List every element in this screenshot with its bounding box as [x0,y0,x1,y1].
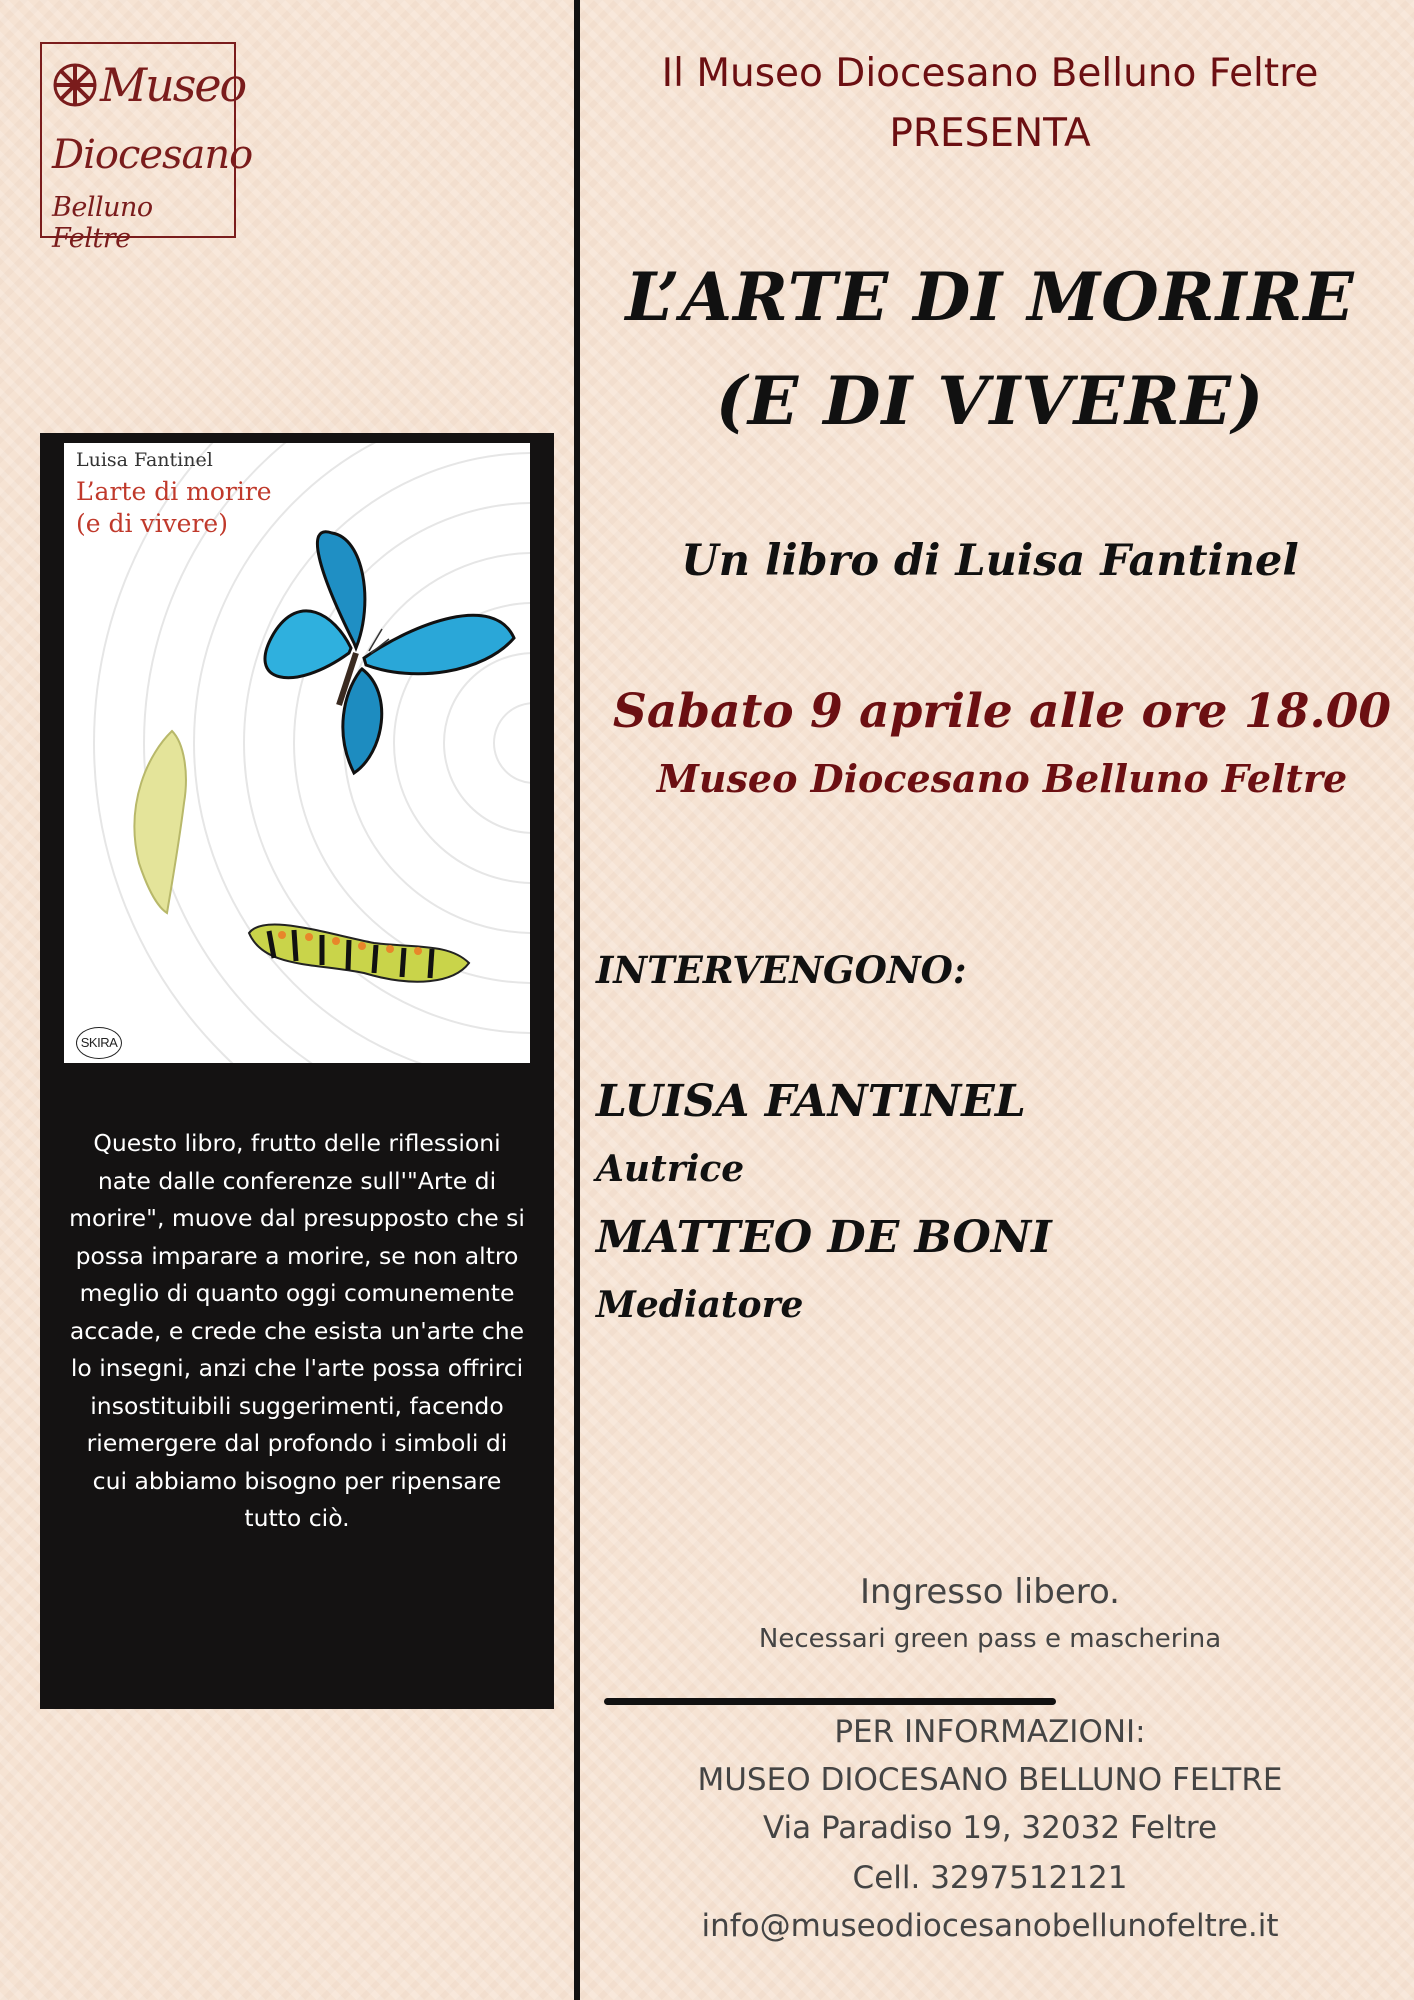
book-title-line-2: (e di vivere) [76,509,228,538]
contact-address: Via Paradiso 19, 32032 Feltre [762,1810,1218,1846]
event-subtitle: Un libro di Luisa Fantinel [681,536,1299,586]
horizontal-rule [604,1698,1056,1705]
publisher-logo: SKIRA [76,1027,122,1059]
logo-line-1: Museo [100,58,246,112]
speaker-name: LUISA FANTINEL [596,1076,1026,1127]
speaker-role: Autrice [596,1148,745,1190]
contact-phone: Cell. 3297512121 [852,1860,1128,1896]
book-description: Questo libro, frutto delle riflessioni nate dalle conferenze sull'"Arte di morire", muove dal presupposto che si possa imparare a morire, se non altro meglio di quanto oggi comunemente accade, e crede che esista un'arte che lo insegni, anzi che l'arte possa offrirci insostituibili suggerimenti, facendo riemergere dal profondo i simboli di cui abbiamo bisogno per ripensare tutto ciò. [69,1129,525,1532]
requirements-note: Necessari green pass e mascherina [758,1624,1222,1654]
chrysalis-icon [134,731,185,913]
presents-label: PRESENTA [889,111,1091,156]
wheel-icon [52,62,98,108]
book-title-line-1: L’arte di morire [76,477,272,506]
contact-email[interactable]: info@museodiocesanobellunofeltre.it [701,1908,1279,1944]
presenter-header [600,44,1380,164]
book-author: Luisa Fantinel [76,449,213,471]
event-title-line-2: (E DI VIVERE) [715,362,1265,440]
speakers-heading: INTERVENGONO: [596,948,967,992]
speaker-role: Mediatore [596,1284,804,1326]
event-date: Sabato 9 aprile alle ore 18.00 [612,684,1392,739]
contact-heading: PER INFORMAZIONI: [834,1714,1146,1750]
museum-logo [40,42,253,254]
logo-line-3: Belluno Feltre [52,192,153,254]
speaker-name: MATTEO DE BONI [596,1212,1052,1263]
logo-line-2: Diocesano [52,132,253,178]
entry-note: Ingresso libero. [860,1572,1120,1612]
contact-organization: MUSEO DIOCESANO BELLUNO FELTRE [697,1762,1283,1798]
event-venue: Museo Diocesano Belluno Feltre [656,756,1348,801]
presenter-name: Il Museo Diocesano Belluno Feltre [661,51,1319,96]
book-panel [40,433,554,1709]
event-title-line-1: L’ARTE DI MORIRE [625,258,1355,336]
book-cover [64,443,530,1063]
vertical-divider [574,0,580,2000]
